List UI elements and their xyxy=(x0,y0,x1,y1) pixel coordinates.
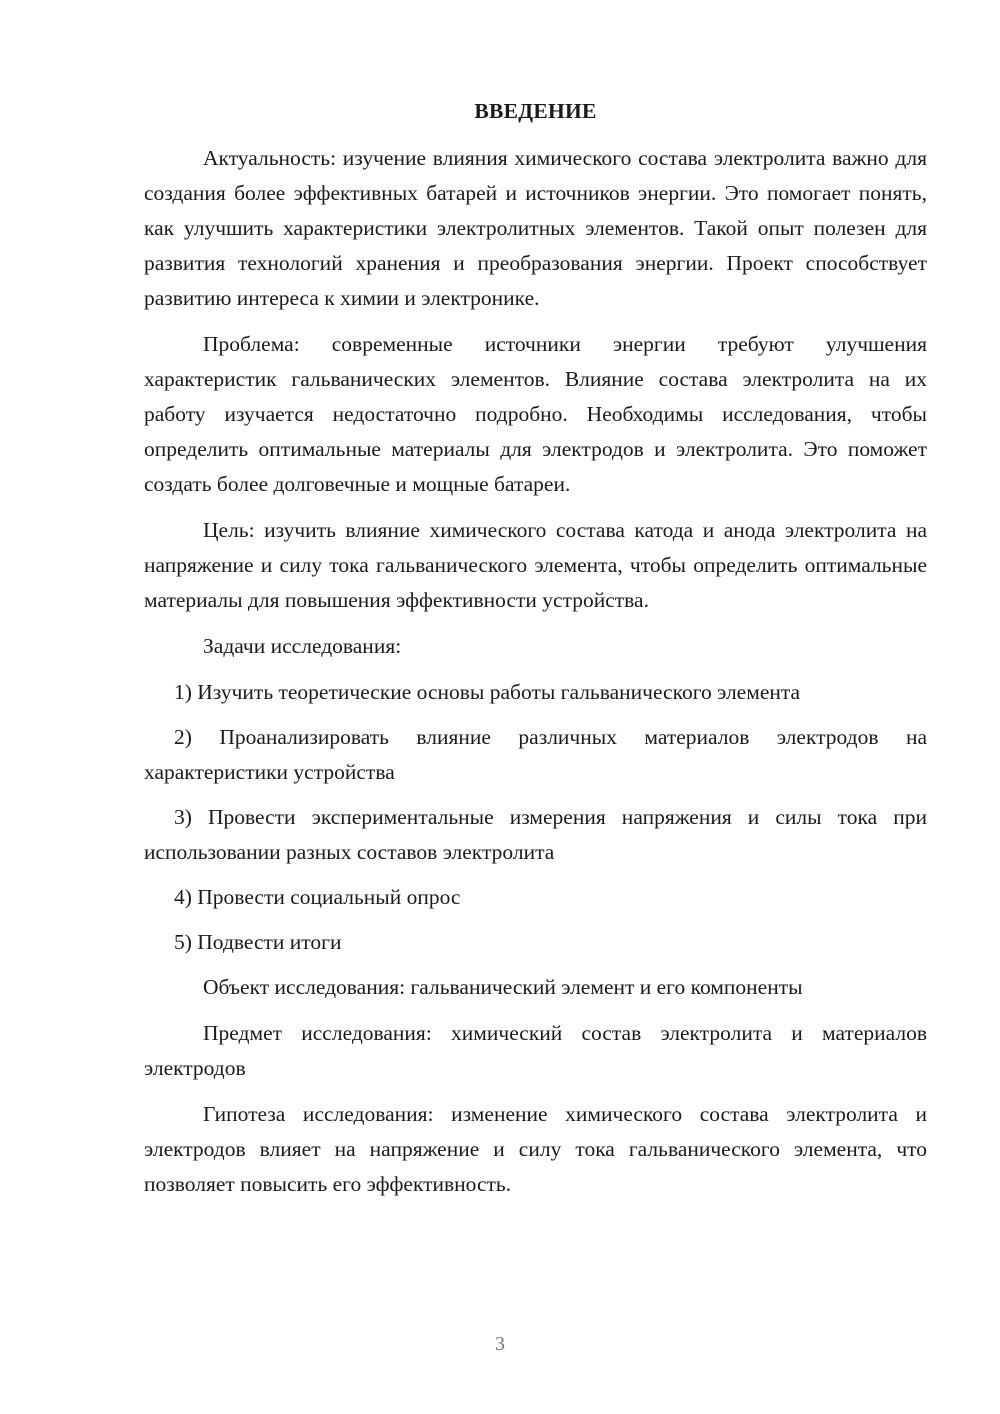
hypothesis-paragraph: Гипотеза исследования: изменение химического состава электролита и электродов влияет на напряжение и силу тока гальванического элемента, что позволяет повысить его эффективность. xyxy=(144,1102,927,1196)
document-page xyxy=(144,94,927,1213)
relevance-paragraph: Актуальность: изучение влияния химического состава электролита важно для создания более эффективных батарей и источников энергии. Это помогает понять, как улучшить характеристики электролитных элементов. Такой опыт полезен для развития технологий хранения и преобразования энергии. Проект способствует развитию интереса к химии и электронике. xyxy=(144,146,927,310)
goal-paragraph: Цель: изучить влияние химического состава катода и анода электролита на напряжение и силу тока гальванического элемента, чтобы определить оптимальные материалы для повышения эффективности устройства. xyxy=(144,518,927,612)
section-title: ВВЕДЕНИЕ xyxy=(474,99,597,123)
task-item-4: 4) Провести социальный опрос xyxy=(174,885,461,909)
task-item-3: 3) Провести экспериментальные измерения напряжения и силы тока при использовании разных составов электролита xyxy=(144,805,927,864)
task-item-1: 1) Изучить теоретические основы работы гальванического элемента xyxy=(174,680,801,704)
object-paragraph: Объект исследования: гальванический элемент и его компоненты xyxy=(203,975,803,999)
page-number: 3 xyxy=(495,1333,505,1355)
problem-paragraph: Проблема: современные источники энергии требуют улучшения характеристик гальванических элементов. Влияние состава электролита на их работу изучается недостаточно подробно. Необходимы исследования, чтобы определить оптимальные материалы для электродов и электролита. Это поможет создать более долговечные и мощные батареи. xyxy=(144,332,927,496)
tasks-heading: Задачи исследования: xyxy=(203,634,402,658)
subject-paragraph: Предмет исследования: химический состав электролита и материалов электродов xyxy=(144,1021,927,1080)
task-item-5: 5) Подвести итоги xyxy=(174,930,342,954)
task-item-2: 2) Проанализировать влияние различных материалов электродов на характеристики устройства xyxy=(144,725,927,784)
